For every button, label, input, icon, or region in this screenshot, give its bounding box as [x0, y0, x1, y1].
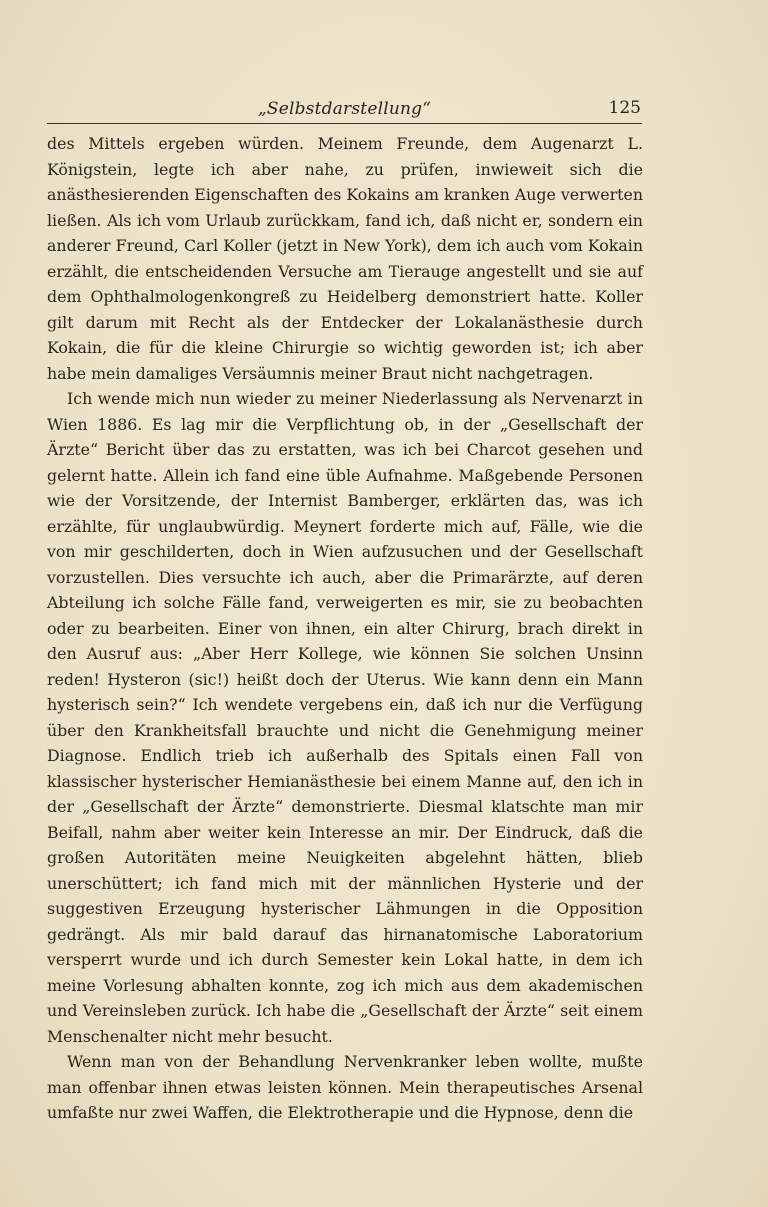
running-title: „Selbstdarstellung“ — [257, 99, 432, 119]
body-text — [47, 131, 643, 1126]
page-number: 125 — [608, 98, 641, 118]
paragraph: Ich wende mich nun wieder zu meiner Niederlassung als Nervenarzt in Wien 1886. Es lag mir die Verpflichtung ob, in der „Gesellschaft der Ärzte“ Bericht über das zu erstatten, was ich bei Charcot gesehen und gelernt hatte. Allein ich fand eine üble Aufnahme. Maßgebende Personen wie der Vorsitzende, der Internist Bamberger, erklärten das, was ich erzählte, für unglaubwürdig. Meynert forderte mich auf, Fälle, wie die von mir geschilderten, doch in Wien aufzusuchen und der Gesellschaft vorzustellen. Dies versuchte ich auch, aber die Primarärzte, auf deren Abteilung ich solche Fälle fand, verweigerten es mir, sie zu beobachten oder zu bearbeiten. Einer von ihnen, ein alter Chirurg, brach direkt in den Ausruf aus: „Aber Herr Kollege, wie können Sie solchen Unsinn reden! Hysteron (sic!) heißt doch der Uterus. Wie kann denn ein Mann hysterisch sein?“ Ich wendete vergebens ein, daß ich nur die Verfügung über den Krankheitsfall brauchte und nicht die Genehmigung meiner Diagnose. Endlich trieb ich außerhalb des Spitals einen Fall von klassischer hysterischer Hemianästhesie bei einem Manne auf, den ich in der „Gesellschaft der Ärzte“ demonstrierte. Diesmal klatschte man mir Beifall, nahm aber weiter kein Interesse an mir. Der Eindruck, daß die großen Autoritäten meine Neuigkeiten abgelehnt hätten, blieb unerschüttert; ich fand mich mit der männlichen Hysterie und der suggestiven Erzeugung hysterischer Lähmungen in die Opposition gedrängt. Als mir bald darauf das hirnanatomische Laboratorium versperrt wurde und ich durch Semester kein Lokal hatte, in dem ich meine Vorlesung abhalten konnte, zog ich mich aus dem akademischen und Vereinsleben zurück. Ich habe die „Gesellschaft der Ärzte“ seit einem Menschenalter nicht mehr besucht. — [47, 389, 643, 1046]
paragraph: Wenn man von der Behandlung Nervenkranker leben wollte, mußte man offenbar ihnen etwas leisten können. Mein therapeutisches Arsenal umfaßte nur zwei Waffen, die Elektrotherapie und die Hypnose, denn die — [47, 1052, 643, 1122]
running-head — [47, 97, 642, 124]
paragraph: des Mittels ergeben würden. Meinem Freunde, dem Augenarzt L. Königstein, legte ich aber nahe, zu prüfen, inwieweit sich die anästhesierenden Eigenschaften des Kokains am kranken Auge verwerten ließen. Als ich vom Urlaub zurückkam, fand ich, daß nicht er, sondern ein anderer Freund, Carl Koller (jetzt in New York), dem ich auch vom Kokain erzählt, die entscheidenden Versuche am Tierauge angestellt und sie auf dem Ophthalmologenkongreß zu Heidelberg demonstriert hatte. Koller gilt darum mit Recht als der Entdecker der Lokalanästhesie durch Kokain, die für die kleine Chirurgie so wichtig geworden ist; ich aber habe mein damaliges Versäumnis meiner Braut nicht nachgetragen. — [47, 134, 643, 383]
